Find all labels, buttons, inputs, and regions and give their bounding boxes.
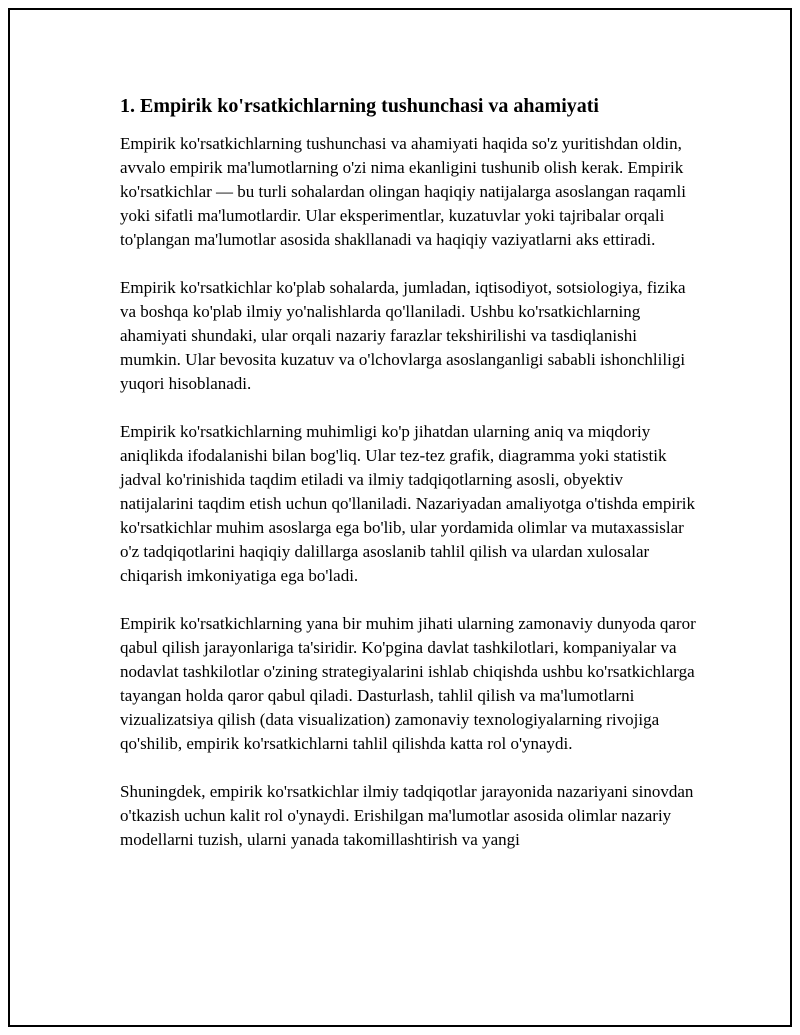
document-body xyxy=(120,92,700,852)
paragraph: Empirik ko'rsatkichlar ko'plab sohalarda, jumladan, iqtisodiyot, sotsiologiya, fizika va boshqa ko'plab ilmiy yo'nalishlarda qo'llaniladi. Ushbu ko'rsatkichlarning ahamiyati shundaki, ular orqali nazariy farazlar tekshirilishi va tasdiqlanishi mumkin. Ular bevosita kuzatuv va o'lchovlarga asoslanganligi sababli ishonchliligi yuqori hisoblanadi. xyxy=(120,278,686,393)
paragraph: Shuningdek, empirik ko'rsatkichlar ilmiy tadqiqotlar jarayonida nazariyani sinovdan o'tkazish uchun kalit rol o'ynaydi. Erishilgan ma'lumotlar asosida olimlar nazariy modellarni tuzish, ularni yanada takomillashtirish va yangi xyxy=(120,782,694,849)
section-heading: 1. Empirik ko'rsatkichlarning tushunchasi va ahamiyati xyxy=(120,95,599,117)
page-border xyxy=(8,8,792,1027)
paragraph: Empirik ko'rsatkichlarning yana bir muhim jihati ularning zamonaviy dunyoda qaror qabul qilish jarayonlariga ta'siridir. Ko'pgina davlat tashkilotlari, kompaniyalar va nodavlat tashkilotlar o'zining strategiyalarini ishlab chiqishda ushbu ko'rsatkichlarga tayangan holda qaror qabul qiladi. Dasturlash, tahlil qilish va ma'lumotlarni vizualizatsiya qilish (data visualization) zamonaviy texnologiyalarning rivojiga qo'shilib, empirik ko'rsatkichlarni tahlil qilishda katta rol o'ynaydi. xyxy=(120,614,696,753)
paragraph: Empirik ko'rsatkichlarning tushunchasi va ahamiyati haqida so'z yuritishdan oldin, avvalo empirik ma'lumotlarning o'zi nima ekanligini tushunib olish kerak. Empirik ko'rsatkichlar — bu turli sohalardan olingan haqiqiy natijalarga asoslangan raqamli yoki sifatli ma'lumotlardir. Ular eksperimentlar, kuzatuvlar yoki tajribalar orqali to'plangan ma'lumotlar asosida shakllanadi va haqiqiy vaziyatlarni aks ettiradi. xyxy=(120,134,686,249)
paragraph: Empirik ko'rsatkichlarning muhimligi ko'p jihatdan ularning aniq va miqdoriy aniqlikda ifodalanishi bilan bog'liq. Ular tez-tez grafik, diagramma yoki statistik jadval ko'rinishida taqdim etiladi va ilmiy tadqiqotlarning asosli, obyektiv natijalarini taqdim etish uchun qo'llaniladi. Nazariyadan amaliyotga o'tishda empirik ko'rsatkichlar muhim asoslarga ega bo'lib, ular yordamida olimlar va mutaxassislar o'z tadqiqotlarini haqiqiy dalillarga asoslanib tahlil qilish va ulardan xulosalar chiqarish imkoniyatiga ega bo'ladi. xyxy=(120,422,695,585)
